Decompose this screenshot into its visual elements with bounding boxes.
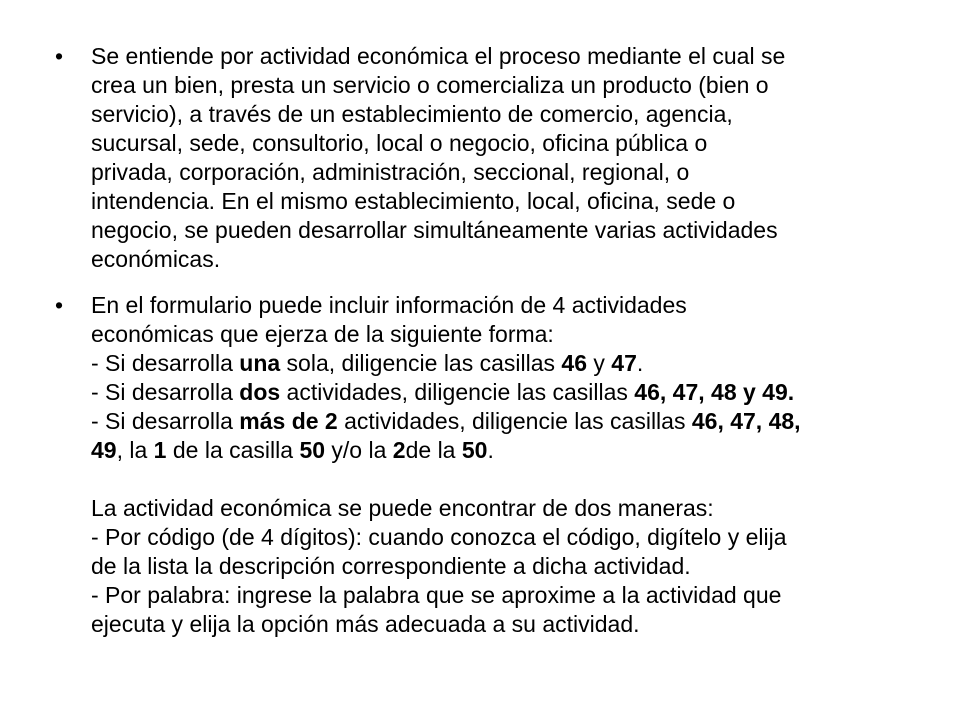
rule-two-activities: - Si desarrolla dos actividades, diligencie las casillas 46, 47, 48 y 49. bbox=[91, 379, 795, 405]
text-line: crea un bien, presta un servicio o comercializa un producto (bien o bbox=[91, 72, 769, 98]
text-line: de la lista la descripción correspondiente a dicha actividad. bbox=[91, 553, 691, 579]
text-line: La actividad económica se puede encontrar de dos maneras: bbox=[91, 495, 714, 521]
text-line: negocio, se pueden desarrollar simultáneamente varias actividades bbox=[91, 217, 778, 243]
text-line: - Por código (de 4 dígitos): cuando conozca el código, digítelo y elija bbox=[91, 524, 787, 550]
bullet-dot-icon: • bbox=[55, 292, 64, 318]
text-line: privada, corporación, administración, seccional, regional, o bbox=[91, 159, 690, 185]
text-line: intendencia. En el mismo establecimiento, local, oficina, sede o bbox=[91, 188, 736, 214]
spacer bbox=[91, 465, 910, 494]
text-line: - Por palabra: ingrese la palabra que se aproxime a la actividad que bbox=[91, 582, 782, 608]
text-line: En el formulario puede incluir información de 4 actividades bbox=[91, 292, 687, 318]
bullet-list bbox=[55, 42, 910, 639]
rule-more-activities: - Si desarrolla más de 2 actividades, diligencie las casillas 46, 47, 48, bbox=[91, 408, 801, 434]
text-line: servicio), a través de un establecimiento de comercio, agencia, bbox=[91, 101, 733, 127]
text-line: Se entiende por actividad económica el proceso mediante el cual se bbox=[91, 43, 786, 69]
bullet-activity-definition bbox=[55, 42, 910, 274]
rule-one-activity: - Si desarrolla una sola, diligencie las casillas 46 y 47. bbox=[91, 350, 644, 376]
text-line: sucursal, sede, consultorio, local o negocio, oficina pública o bbox=[91, 130, 708, 156]
bullet-form-instructions bbox=[55, 291, 910, 639]
text-line: ejecuta y elija la opción más adecuada a su actividad. bbox=[91, 611, 640, 637]
text-line: económicas. bbox=[91, 246, 221, 272]
rule-more-activities-cont: 49, la 1 de la casilla 50 y/o la 2de la 50. bbox=[91, 437, 494, 463]
bullet-dot-icon: • bbox=[55, 43, 64, 69]
slide-content bbox=[55, 42, 910, 639]
text-line: económicas que ejerza de la siguiente forma: bbox=[91, 321, 554, 347]
